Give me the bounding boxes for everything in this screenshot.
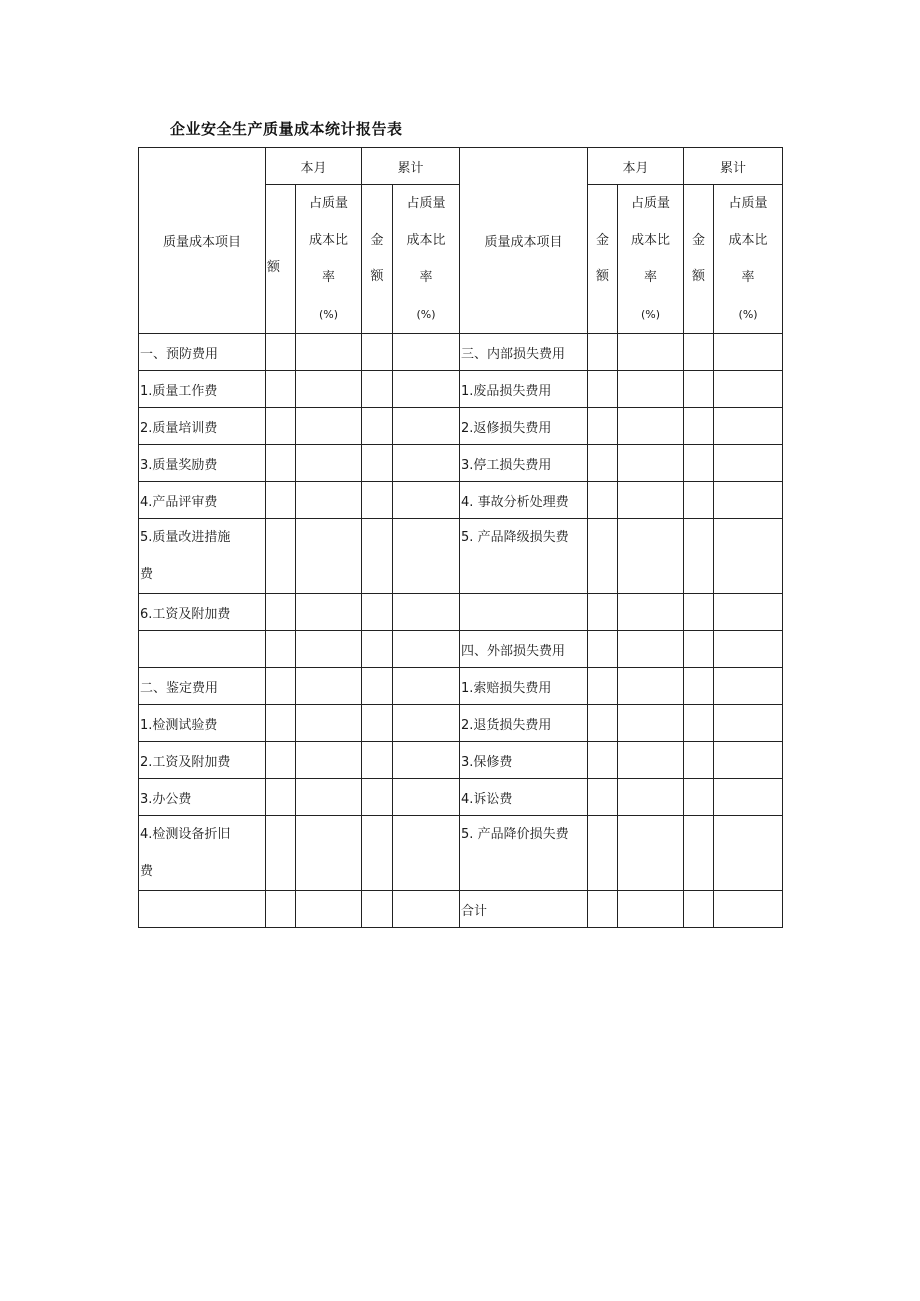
cell (714, 519, 783, 594)
cell (714, 631, 783, 668)
rate-header-month-right: 占质量 成本比 率 (%) (618, 185, 684, 334)
cell (296, 891, 362, 928)
cell (296, 371, 362, 408)
cell (362, 816, 393, 891)
cell (588, 742, 618, 779)
cell (362, 668, 393, 705)
cell (588, 779, 618, 816)
table-row (139, 334, 783, 371)
report-title: 企业安全生产质量成本统计报告表 (170, 120, 403, 138)
cell (618, 705, 684, 742)
cell (393, 594, 460, 631)
cell (618, 668, 684, 705)
item-right: 5. 产品降价损失费 (460, 816, 588, 891)
cell (684, 705, 714, 742)
cell (393, 482, 460, 519)
cumulative-header-right: 累计 (684, 148, 783, 185)
cell (393, 816, 460, 891)
cell (393, 445, 460, 482)
item-left: 6.工资及附加费 (139, 594, 266, 631)
cell (684, 371, 714, 408)
cell (684, 742, 714, 779)
cell (362, 371, 393, 408)
item-right: 4.诉讼费 (460, 779, 588, 816)
cell (684, 445, 714, 482)
item-right: 1.废品损失费用 (460, 371, 588, 408)
cell (296, 668, 362, 705)
cell (362, 408, 393, 445)
amount-header-cum-left: 金 额 (362, 185, 393, 334)
item-left: 1.检测试验费 (139, 705, 266, 742)
cell (296, 408, 362, 445)
item-left: 2.工资及附加费 (139, 742, 266, 779)
cell (684, 891, 714, 928)
item-left: 3.质量奖励费 (139, 445, 266, 482)
cell (714, 742, 783, 779)
table-row (139, 408, 783, 445)
cell (618, 816, 684, 891)
cell (393, 371, 460, 408)
cell (362, 742, 393, 779)
table-row (139, 668, 783, 705)
cell (362, 631, 393, 668)
cell (362, 705, 393, 742)
quality-cost-table (138, 147, 783, 928)
amount-header-month-left: 额 (266, 185, 296, 334)
cell (714, 668, 783, 705)
table-row (139, 445, 783, 482)
table-row (139, 482, 783, 519)
cell (266, 705, 296, 742)
cell (684, 519, 714, 594)
cell (362, 445, 393, 482)
item-left: 4.检测设备折旧 费 (139, 816, 266, 891)
cell (393, 334, 460, 371)
this-month-header-left: 本月 (266, 148, 362, 185)
cell (266, 742, 296, 779)
cell (588, 631, 618, 668)
cell (266, 445, 296, 482)
cell (296, 594, 362, 631)
item-left: 1.质量工作费 (139, 371, 266, 408)
cumulative-header-left: 累计 (362, 148, 460, 185)
cell (393, 705, 460, 742)
table-row-total (139, 891, 783, 928)
cell (266, 408, 296, 445)
cell (296, 705, 362, 742)
item-left: 2.质量培训费 (139, 408, 266, 445)
cell (714, 705, 783, 742)
cell (266, 891, 296, 928)
cell (618, 891, 684, 928)
cell (618, 742, 684, 779)
cell (618, 482, 684, 519)
cell (362, 482, 393, 519)
cell (588, 445, 618, 482)
cell (588, 668, 618, 705)
cell (296, 631, 362, 668)
cell (266, 816, 296, 891)
cell (618, 779, 684, 816)
cell (362, 891, 393, 928)
this-month-header-right: 本月 (588, 148, 684, 185)
cell (714, 371, 783, 408)
rate-header-month-left: 占质量 成本比 率 (%) (296, 185, 362, 334)
cell (684, 668, 714, 705)
cell (266, 668, 296, 705)
cell (362, 334, 393, 371)
cell (684, 334, 714, 371)
cell (588, 594, 618, 631)
cell (266, 631, 296, 668)
cell (618, 519, 684, 594)
cell (714, 445, 783, 482)
item-right: 4. 事故分析处理费 (460, 482, 588, 519)
item-right: 四、外部损失费用 (460, 631, 588, 668)
cell (714, 594, 783, 631)
item-left: 3.办公费 (139, 779, 266, 816)
item-right (460, 594, 588, 631)
cell (588, 816, 618, 891)
item-left: 一、预防费用 (139, 334, 266, 371)
item-left: 5.质量改进措施 费 (139, 519, 266, 594)
item-left: 4.产品评审费 (139, 482, 266, 519)
cell (714, 779, 783, 816)
cell (588, 891, 618, 928)
item-right: 1.索赔损失费用 (460, 668, 588, 705)
item-left: 二、鉴定费用 (139, 668, 266, 705)
cell (618, 334, 684, 371)
cell (684, 482, 714, 519)
cell (714, 482, 783, 519)
cell (266, 371, 296, 408)
table-row (139, 705, 783, 742)
cell (393, 742, 460, 779)
cell (393, 408, 460, 445)
cell (296, 445, 362, 482)
item-right: 5. 产品降级损失费 (460, 519, 588, 594)
cell (393, 891, 460, 928)
item-col-header-right: 质量成本项目 (460, 148, 588, 334)
cell (684, 408, 714, 445)
cell (684, 594, 714, 631)
cell (393, 668, 460, 705)
cell (684, 779, 714, 816)
cell (618, 408, 684, 445)
cell (714, 408, 783, 445)
cell (296, 742, 362, 779)
cell (714, 891, 783, 928)
cell (362, 519, 393, 594)
table-row (139, 631, 783, 668)
cell (296, 779, 362, 816)
amount-header-cum-right: 金 额 (684, 185, 714, 334)
cell (588, 408, 618, 445)
cell (588, 482, 618, 519)
rate-header-cum-right: 占质量 成本比 率 (%) (714, 185, 783, 334)
cell (362, 594, 393, 631)
table-row (139, 594, 783, 631)
cell (266, 482, 296, 519)
table-row (139, 519, 783, 594)
table-row (139, 742, 783, 779)
item-col-header-left: 质量成本项目 (139, 148, 266, 334)
cell (296, 816, 362, 891)
cell (588, 519, 618, 594)
cell (588, 334, 618, 371)
cell (588, 371, 618, 408)
cell (618, 631, 684, 668)
item-right: 2.返修损失费用 (460, 408, 588, 445)
table-row (139, 816, 783, 891)
amount-header-month-right: 金 额 (588, 185, 618, 334)
item-left (139, 891, 266, 928)
cell (714, 816, 783, 891)
cell (618, 371, 684, 408)
cell (296, 334, 362, 371)
table-row (139, 779, 783, 816)
cell (684, 631, 714, 668)
total-label: 合计 (460, 891, 588, 928)
cell (684, 816, 714, 891)
cell (393, 631, 460, 668)
item-right: 三、内部损失费用 (460, 334, 588, 371)
cell (393, 779, 460, 816)
cell (362, 779, 393, 816)
item-right: 3.停工损失费用 (460, 445, 588, 482)
cell (266, 334, 296, 371)
cell (296, 482, 362, 519)
cell (714, 334, 783, 371)
rate-header-cum-left: 占质量 成本比 率 (%) (393, 185, 460, 334)
cell (266, 519, 296, 594)
cell (618, 594, 684, 631)
item-right: 3.保修费 (460, 742, 588, 779)
cell (393, 519, 460, 594)
table-row (139, 371, 783, 408)
cell (588, 705, 618, 742)
cell (296, 519, 362, 594)
cell (266, 779, 296, 816)
item-right: 2.退货损失费用 (460, 705, 588, 742)
header-row-1 (139, 148, 783, 185)
cell (266, 594, 296, 631)
cell (618, 445, 684, 482)
item-left (139, 631, 266, 668)
